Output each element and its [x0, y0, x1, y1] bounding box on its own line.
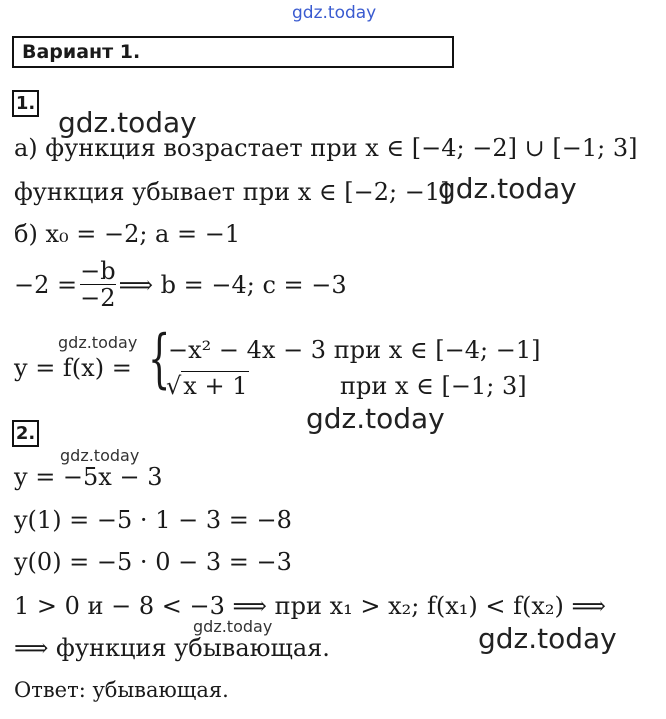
piecewise-case-2-condition: при x ∈ [−1; 3] [340, 372, 527, 400]
task2-line-3: y(0) = −5 · 0 − 3 = −3 [14, 548, 292, 576]
variant-title: Вариант 1. [22, 41, 141, 63]
task1-line-decreasing: функция убывает при x ∈ [−2; −1] [14, 178, 450, 206]
equation-lhs: −2 = [14, 270, 78, 299]
fraction [80, 258, 115, 311]
task2-line-2: y(1) = −5 · 1 − 3 = −8 [14, 506, 292, 534]
watermark: gdz.today [438, 172, 577, 205]
piecewise-case-1: −x² − 4x − 3 при x ∈ [−4; −1] [168, 336, 541, 364]
piecewise-brace: { [148, 322, 171, 396]
task2-line-4: 1 > 0 и − 8 < −3 ⟹ при x₁ > x₂; f(x₁) < f(x₂) ⟹ [14, 592, 606, 620]
task-number-badge: 2. [12, 420, 39, 447]
watermark-small: gdz.today [58, 333, 138, 352]
task1-line-a: а) функция возрастает при x ∈ [−4; −2] ∪ [−1; 3] [14, 134, 638, 162]
task-number-badge: 1. [12, 90, 39, 117]
task2-line-5: ⟹ функция убывающая. [14, 634, 330, 662]
task1-line-b: б) x₀ = −2; a = −1 [14, 220, 241, 248]
watermark-small: gdz.today [60, 446, 140, 465]
watermark: gdz.today [478, 622, 617, 655]
watermark-small: gdz.today [193, 617, 273, 636]
fraction-denominator: −2 [80, 284, 116, 312]
task2-answer: Ответ: убывающая. [14, 678, 229, 702]
watermark: gdz.today [306, 402, 445, 435]
watermark: gdz.today [58, 106, 197, 139]
fraction-numerator: −b [80, 257, 116, 285]
variant-header [12, 36, 454, 68]
watermark-top: gdz.today [292, 3, 377, 23]
equation-rhs: ⟹ b = −4; c = −3 [118, 270, 347, 299]
piecewise-case-2: √x + 1 [166, 372, 248, 400]
piecewise-lhs: y = f(x) = [14, 354, 132, 382]
task2-line-1: y = −5x − 3 [14, 463, 163, 491]
task1-equation [14, 258, 347, 311]
sqrt-radicand: x + 1 [183, 372, 248, 400]
